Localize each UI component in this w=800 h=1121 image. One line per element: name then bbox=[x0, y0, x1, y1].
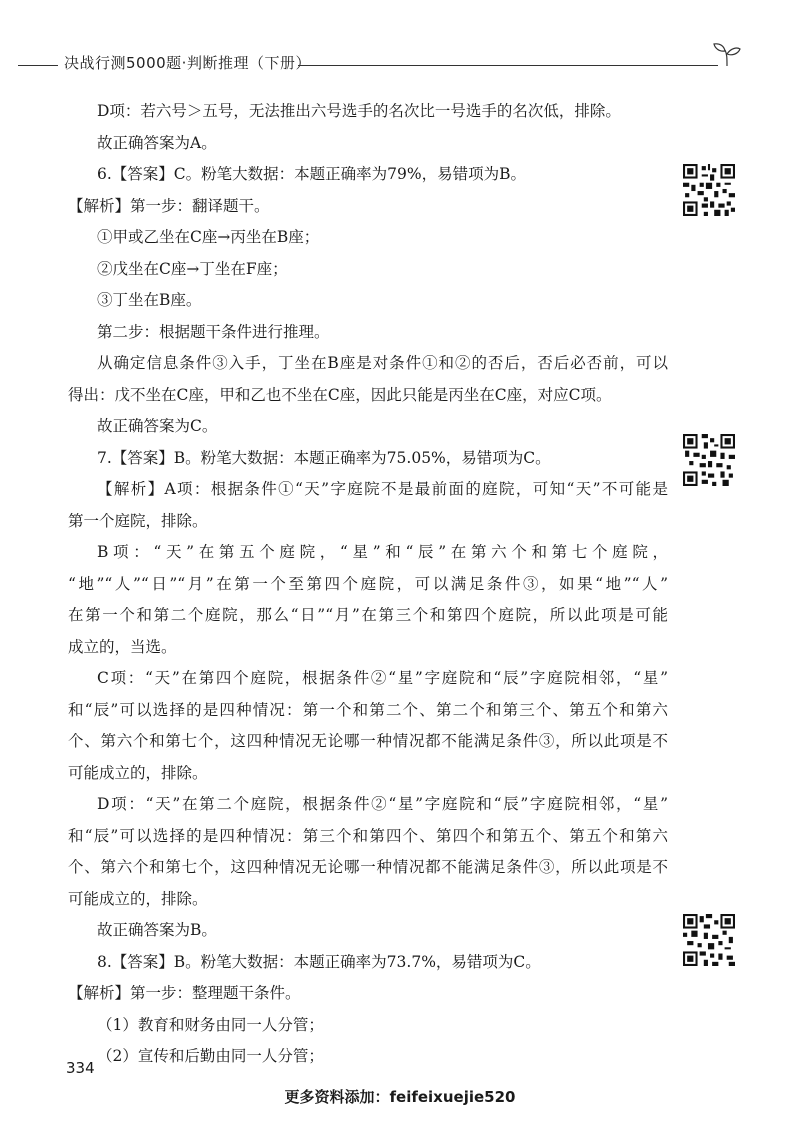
text-line: （2）宣传和后勤由同一人分管； bbox=[97, 1047, 324, 1065]
page-number: 334 bbox=[66, 1059, 95, 1077]
text-line: ①甲或乙坐在C座→丙坐在B座； bbox=[97, 228, 320, 246]
analysis-line: 【解析】第一步：整理题干条件。 bbox=[68, 984, 301, 1002]
text-line: B项：“天”在第五个庭院，“星”和“辰”在第六个和第七个庭院， bbox=[97, 543, 668, 561]
text-line: D项：“天”在第二个庭院，根据条件②“星”字庭院和“辰”字庭院相邻，“星” bbox=[97, 795, 668, 813]
header-rule-right bbox=[298, 65, 718, 66]
page-body bbox=[68, 96, 668, 1073]
header-rule-left bbox=[18, 65, 58, 66]
text-line: ②戊坐在C座→丁坐在F座； bbox=[97, 259, 288, 278]
qr-code-icon[interactable] bbox=[683, 434, 735, 486]
footer-note: 更多资料添加：feifeixuejie520 bbox=[284, 1088, 516, 1106]
text-line: C项：“天”在第四个庭院，根据条件②“星”字庭院和“辰”字庭院相邻，“星” bbox=[97, 669, 668, 687]
text-line: （1）教育和财务由同一人分管； bbox=[97, 1015, 324, 1034]
text-line: 第一个庭院，排除。 bbox=[68, 511, 208, 530]
text-line: 个、第六个和第七个，这四种情况无论哪一种情况都不能满足条件③，所以此项是不 bbox=[68, 732, 668, 750]
answer-line-q7: 7.【答案】B。粉笔大数据：本题正确率为75.05%，易错项为C。 bbox=[97, 448, 551, 467]
text-line: ③丁坐在B座。 bbox=[97, 291, 202, 309]
running-header bbox=[0, 48, 800, 72]
sprout-icon bbox=[712, 42, 742, 68]
text-line: 得出：戊不坐在C座，甲和乙也不坐在C座，因此只能是丙坐在C座，对应C项。 bbox=[68, 385, 612, 404]
text-line: 故正确答案为A。 bbox=[97, 133, 217, 152]
text-line: “地”“人”“日”“月”在第一个至第四个庭院，可以满足条件③，如果“地”“人” bbox=[68, 574, 668, 593]
analysis-line: 【解析】A项：根据条件①“天”字庭院不是最前面的庭院，可知“天”不可能是 bbox=[97, 480, 668, 498]
answer-line-q8: 8.【答案】B。粉笔大数据：本题正确率为73.7%，易错项为C。 bbox=[97, 952, 541, 971]
text-line: 个、第六个和第七个，这四种情况无论哪一种情况都不能满足条件③，所以此项是不 bbox=[68, 858, 668, 876]
text-line: 故正确答案为C。 bbox=[97, 417, 218, 435]
text-line: 和“辰”可以选择的是四种情况：第一个和第二个、第二个和第三个、第五个和第六 bbox=[68, 700, 668, 719]
answer-line-q6: 6.【答案】C。粉笔大数据：本题正确率为79%，易错项为B。 bbox=[97, 165, 526, 183]
text-line: 从确定信息条件③入手，丁坐在B座是对条件①和②的否后，否后必否前，可以 bbox=[97, 354, 668, 372]
qr-code-icon[interactable] bbox=[683, 914, 735, 966]
text-line: 和“辰”可以选择的是四种情况：第三个和第四个、第四个和第五个、第五个和第六 bbox=[68, 826, 668, 845]
text-line: 故正确答案为B。 bbox=[97, 921, 217, 939]
text-line: 成立的，当选。 bbox=[68, 637, 177, 656]
text-line: 第二步：根据题干条件进行推理。 bbox=[97, 322, 330, 341]
text-line: 可能成立的，排除。 bbox=[68, 763, 208, 782]
qr-code-icon[interactable] bbox=[683, 164, 735, 216]
text-line: 在第一个和第二个庭院，那么“日”“月”在第三个和第四个庭院，所以此项是可能 bbox=[68, 606, 668, 624]
text-line: 可能成立的，排除。 bbox=[68, 889, 208, 908]
analysis-line: 【解析】第一步：翻译题干。 bbox=[68, 196, 270, 215]
book-title: 决战行测5000题·判断推理（下册） bbox=[64, 54, 311, 72]
text-line: D项：若六号＞五号，无法推出六号选手的名次比一号选手的名次低，排除。 bbox=[97, 102, 621, 120]
